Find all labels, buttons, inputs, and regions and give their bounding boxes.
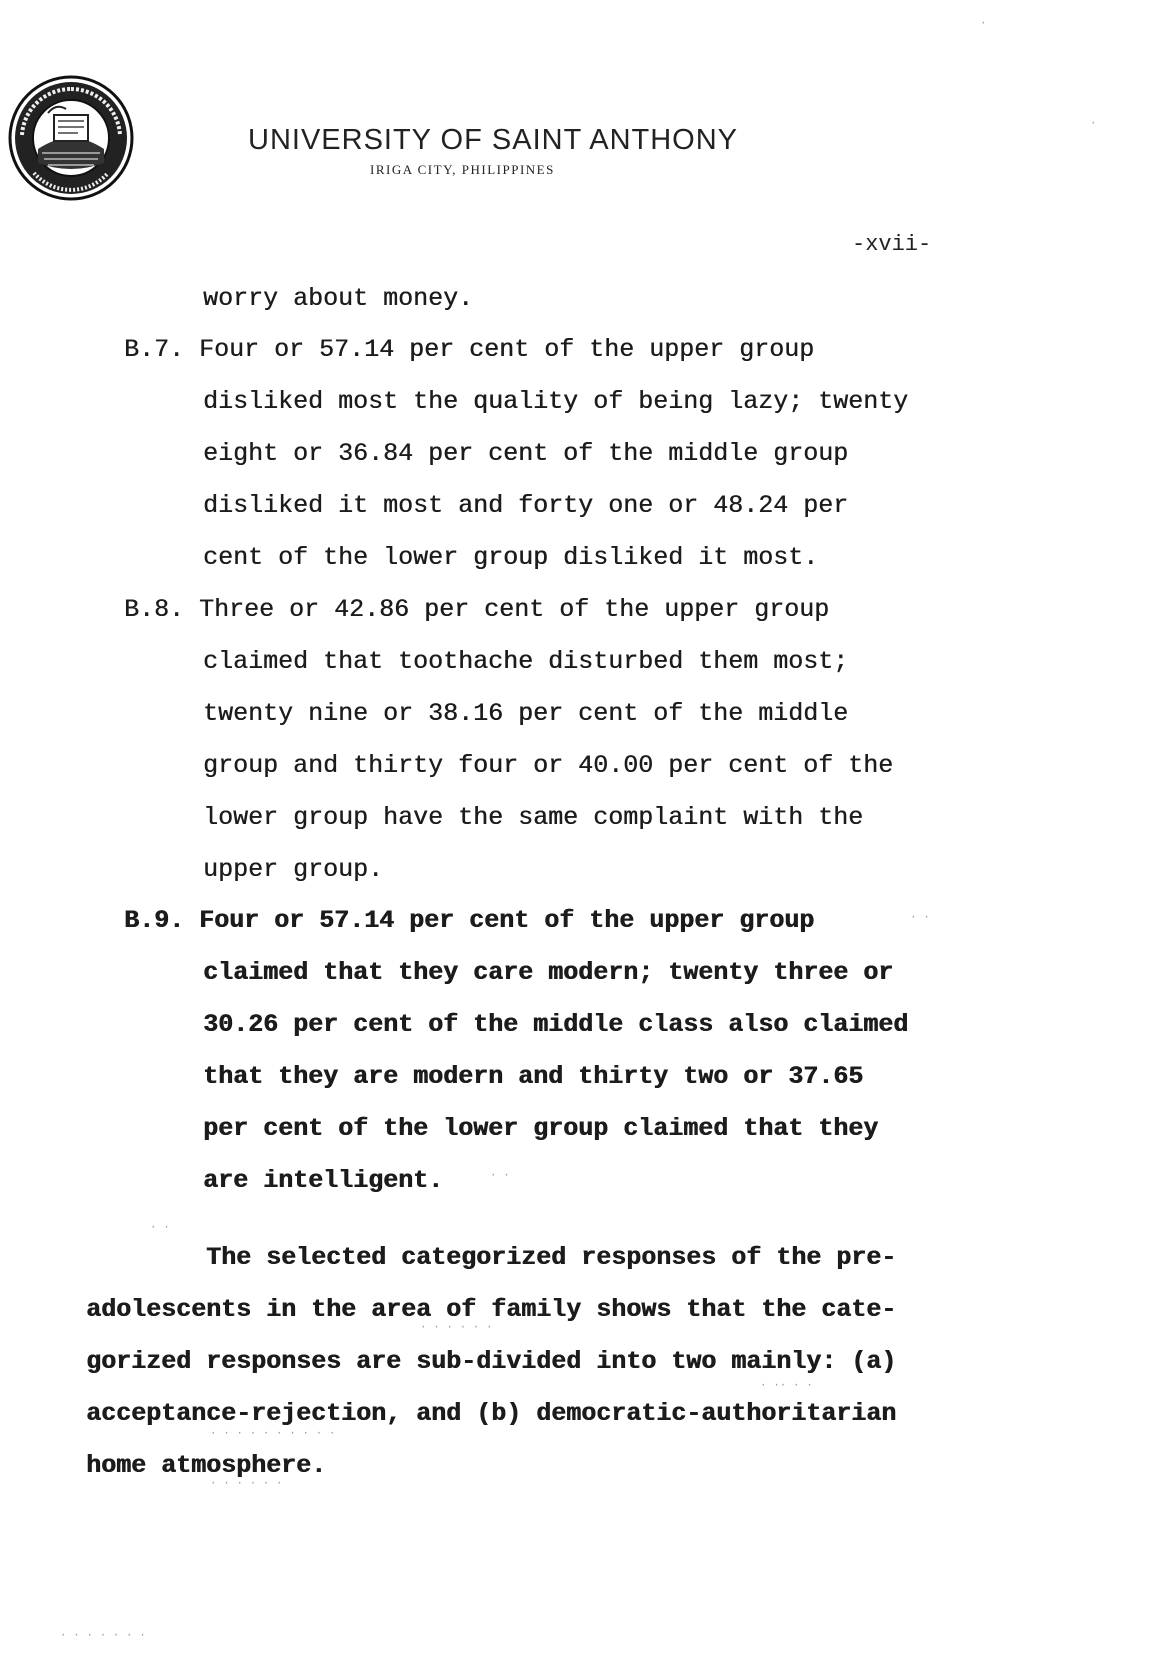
text-line: claimed that toothache disturbed them most; bbox=[203, 647, 849, 676]
text-line: cent of the lower group disliked it most. bbox=[203, 543, 819, 572]
text-line: twenty nine or 38.16 per cent of the middle bbox=[203, 699, 849, 728]
text-line: gorized responses are sub-divided into two mainly: (a) bbox=[86, 1347, 897, 1376]
text-line: worry about money. bbox=[203, 284, 474, 313]
scan-speck: · bbox=[980, 18, 987, 30]
scan-speck: · · bbox=[910, 912, 930, 924]
page-number: -xvii- bbox=[852, 232, 932, 257]
scan-speck: · · bbox=[490, 1170, 510, 1182]
university-seal-icon bbox=[8, 75, 134, 201]
text-line: home atmosphere. bbox=[86, 1451, 327, 1480]
scan-speck: · · bbox=[150, 1222, 170, 1234]
text-line: upper group. bbox=[203, 855, 384, 884]
text-line: eight or 36.84 per cent of the middle group bbox=[203, 439, 849, 468]
scan-speck: · ·· · · bbox=[760, 1380, 813, 1392]
scan-speck: · · · · · · bbox=[210, 1478, 283, 1490]
text-line: lower group have the same complaint with the bbox=[203, 803, 864, 832]
text-line: 30.26 per cent of the middle class also claimed bbox=[203, 1010, 909, 1039]
scan-speck: · bbox=[1090, 118, 1097, 130]
text-line: disliked it most and forty one or 48.24 per bbox=[203, 491, 849, 520]
text-line: are intelligent. bbox=[203, 1166, 444, 1195]
scan-speck: · · · · · · · bbox=[60, 1630, 146, 1642]
university-location: IRIGA CITY, PHILIPPINES bbox=[370, 162, 555, 177]
scan-speck: · · · · · · bbox=[420, 1322, 493, 1334]
text-line: B.7. Four or 57.14 per cent of the upper group bbox=[124, 335, 815, 364]
scan-speck: · · · · · · · · · · bbox=[210, 1428, 336, 1440]
text-line: B.9. Four or 57.14 per cent of the upper group bbox=[124, 906, 815, 935]
text-line: per cent of the lower group claimed that they bbox=[203, 1114, 879, 1143]
text-line: acceptance-rejection, and (b) democratic-authoritarian bbox=[86, 1399, 897, 1428]
text-line: claimed that they care modern; twenty three or bbox=[203, 958, 894, 987]
text-line: that they are modern and thirty two or 37.65 bbox=[203, 1062, 864, 1091]
text-line: B.8. Three or 42.86 per cent of the upper group bbox=[124, 595, 830, 624]
text-line: group and thirty four or 40.00 per cent of the bbox=[203, 751, 894, 780]
text-line: disliked most the quality of being lazy; twenty bbox=[203, 387, 909, 416]
text-line: adolescents in the area of family shows that the cate- bbox=[86, 1295, 897, 1324]
text-line: The selected categorized responses of the pre- bbox=[206, 1243, 897, 1272]
university-name: UNIVERSITY OF SAINT ANTHONY bbox=[248, 124, 739, 156]
